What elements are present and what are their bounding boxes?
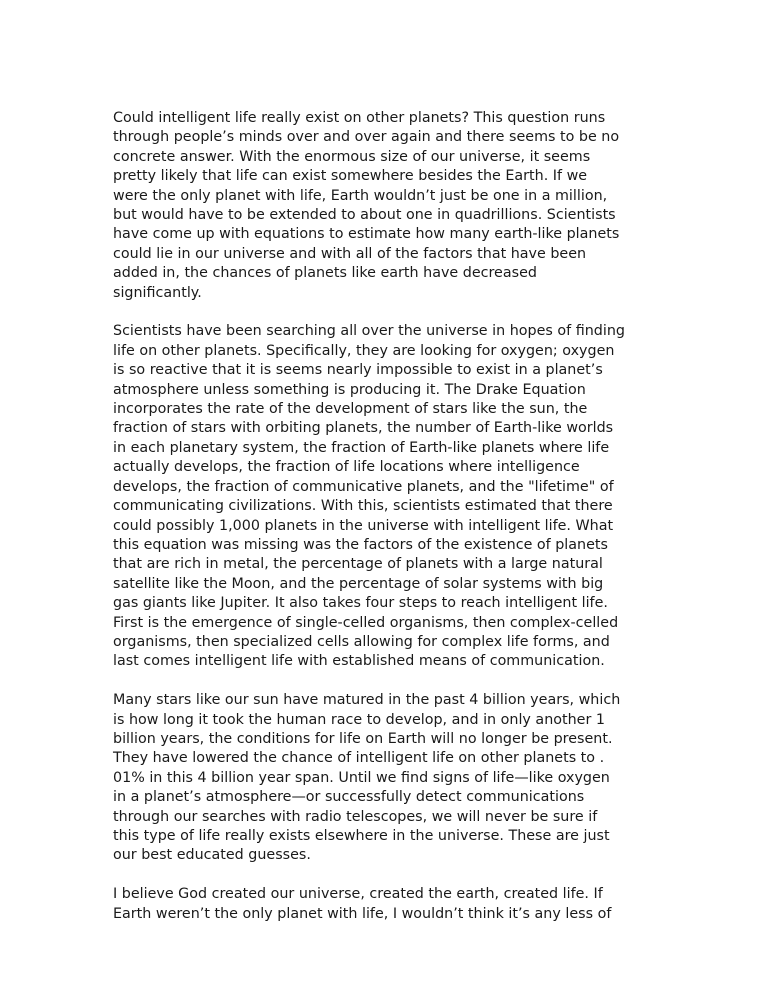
text-line: concrete answer. With the enormous size of our universe, it seems — [113, 148, 591, 165]
text-line: this type of life really exists elsewhere in the universe. These are just — [113, 828, 610, 844]
text-line: is so reactive that it is seems nearly impossible to exist in a planet’s — [113, 362, 603, 379]
text-line: this equation was missing was the factors of the existence of planets — [113, 536, 608, 553]
paragraph-2 — [113, 322, 658, 671]
text-line: incorporates the rate of the development of stars like the sun, the — [113, 401, 588, 418]
text-line: billion years, the conditions for life on Earth will no longer be present. — [113, 730, 613, 747]
text-line: Earth weren’t the only planet with life, I wouldn’t think it’s any less of — [113, 905, 612, 922]
text-line: our best educated guesses. — [113, 847, 311, 864]
text-line: in each planetary system, the fraction of Earth-like planets where life — [113, 439, 610, 456]
document-body — [113, 109, 658, 943]
text-line: Could intelligent life really exist on other planets? This question runs — [113, 110, 606, 126]
text-line: 01% in this 4 billion year span. Until we find signs of life—like oxygen — [113, 769, 610, 786]
text-line: but would have to be extended to about one in quadrillions. Scientists — [113, 207, 616, 224]
text-line: Scientists have been searching all over the universe in hopes of finding — [113, 323, 625, 340]
text-line: communicating civilizations. With this, scientists estimated that there — [113, 498, 613, 515]
text-line: They have lowered the chance of intelligent life on other planets to . — [113, 750, 605, 767]
paragraph-4 — [113, 885, 658, 924]
paragraph-3 — [113, 691, 658, 866]
text-line: satellite like the Moon, and the percentage of solar systems with big — [113, 575, 604, 592]
text-line: significantly. — [113, 284, 202, 301]
text-line: that are rich in metal, the percentage of planets with a large natural — [113, 556, 603, 573]
text-line: in a planet’s atmosphere—or successfully detect communications — [113, 789, 585, 806]
text-line: through our searches with radio telescopes, we will never be sure if — [113, 808, 598, 825]
text-line: could lie in our universe and with all of the factors that have been — [113, 245, 587, 262]
text-line: pretty likely that life can exist somewhere besides the Earth. If we — [113, 168, 588, 185]
text-line: Many stars like our sun have matured in the past 4 billion years, which — [113, 692, 621, 709]
text-line: last comes intelligent life with established means of communication. — [113, 653, 605, 670]
text-line: organisms, then specialized cells allowing for complex life forms, and — [113, 633, 610, 650]
text-line: First is the emergence of single-celled organisms, then complex-celled — [113, 614, 619, 631]
text-line: through people’s minds over and over again and there seems to be no — [113, 129, 620, 146]
text-line: could possibly 1,000 planets in the universe with intelligent life. What — [113, 517, 614, 534]
text-line: atmosphere unless something is producing it. The Drake Equation — [113, 381, 586, 398]
text-line: actually develops, the fraction of life locations where intelligence — [113, 459, 580, 476]
text-line: added in, the chances of planets like earth have decreased — [113, 265, 537, 282]
text-line: develops, the fraction of communicative planets, and the "lifetime" of — [113, 478, 614, 495]
text-line: is how long it took the human race to develop, and in only another 1 — [113, 711, 605, 728]
text-line: fraction of stars with orbiting planets, the number of Earth-like worlds — [113, 420, 614, 437]
text-line: gas giants like Jupiter. It also takes four steps to reach intelligent life. — [113, 595, 608, 612]
paragraph-1 — [113, 109, 658, 303]
text-line: life on other planets. Specifically, they are looking for oxygen; oxygen — [113, 342, 615, 359]
text-line: were the only planet with life, Earth wouldn’t just be one in a million, — [113, 187, 608, 204]
text-line: I believe God created our universe, created the earth, created life. If — [113, 886, 603, 903]
text-line: have come up with equations to estimate how many earth-like planets — [113, 226, 620, 243]
